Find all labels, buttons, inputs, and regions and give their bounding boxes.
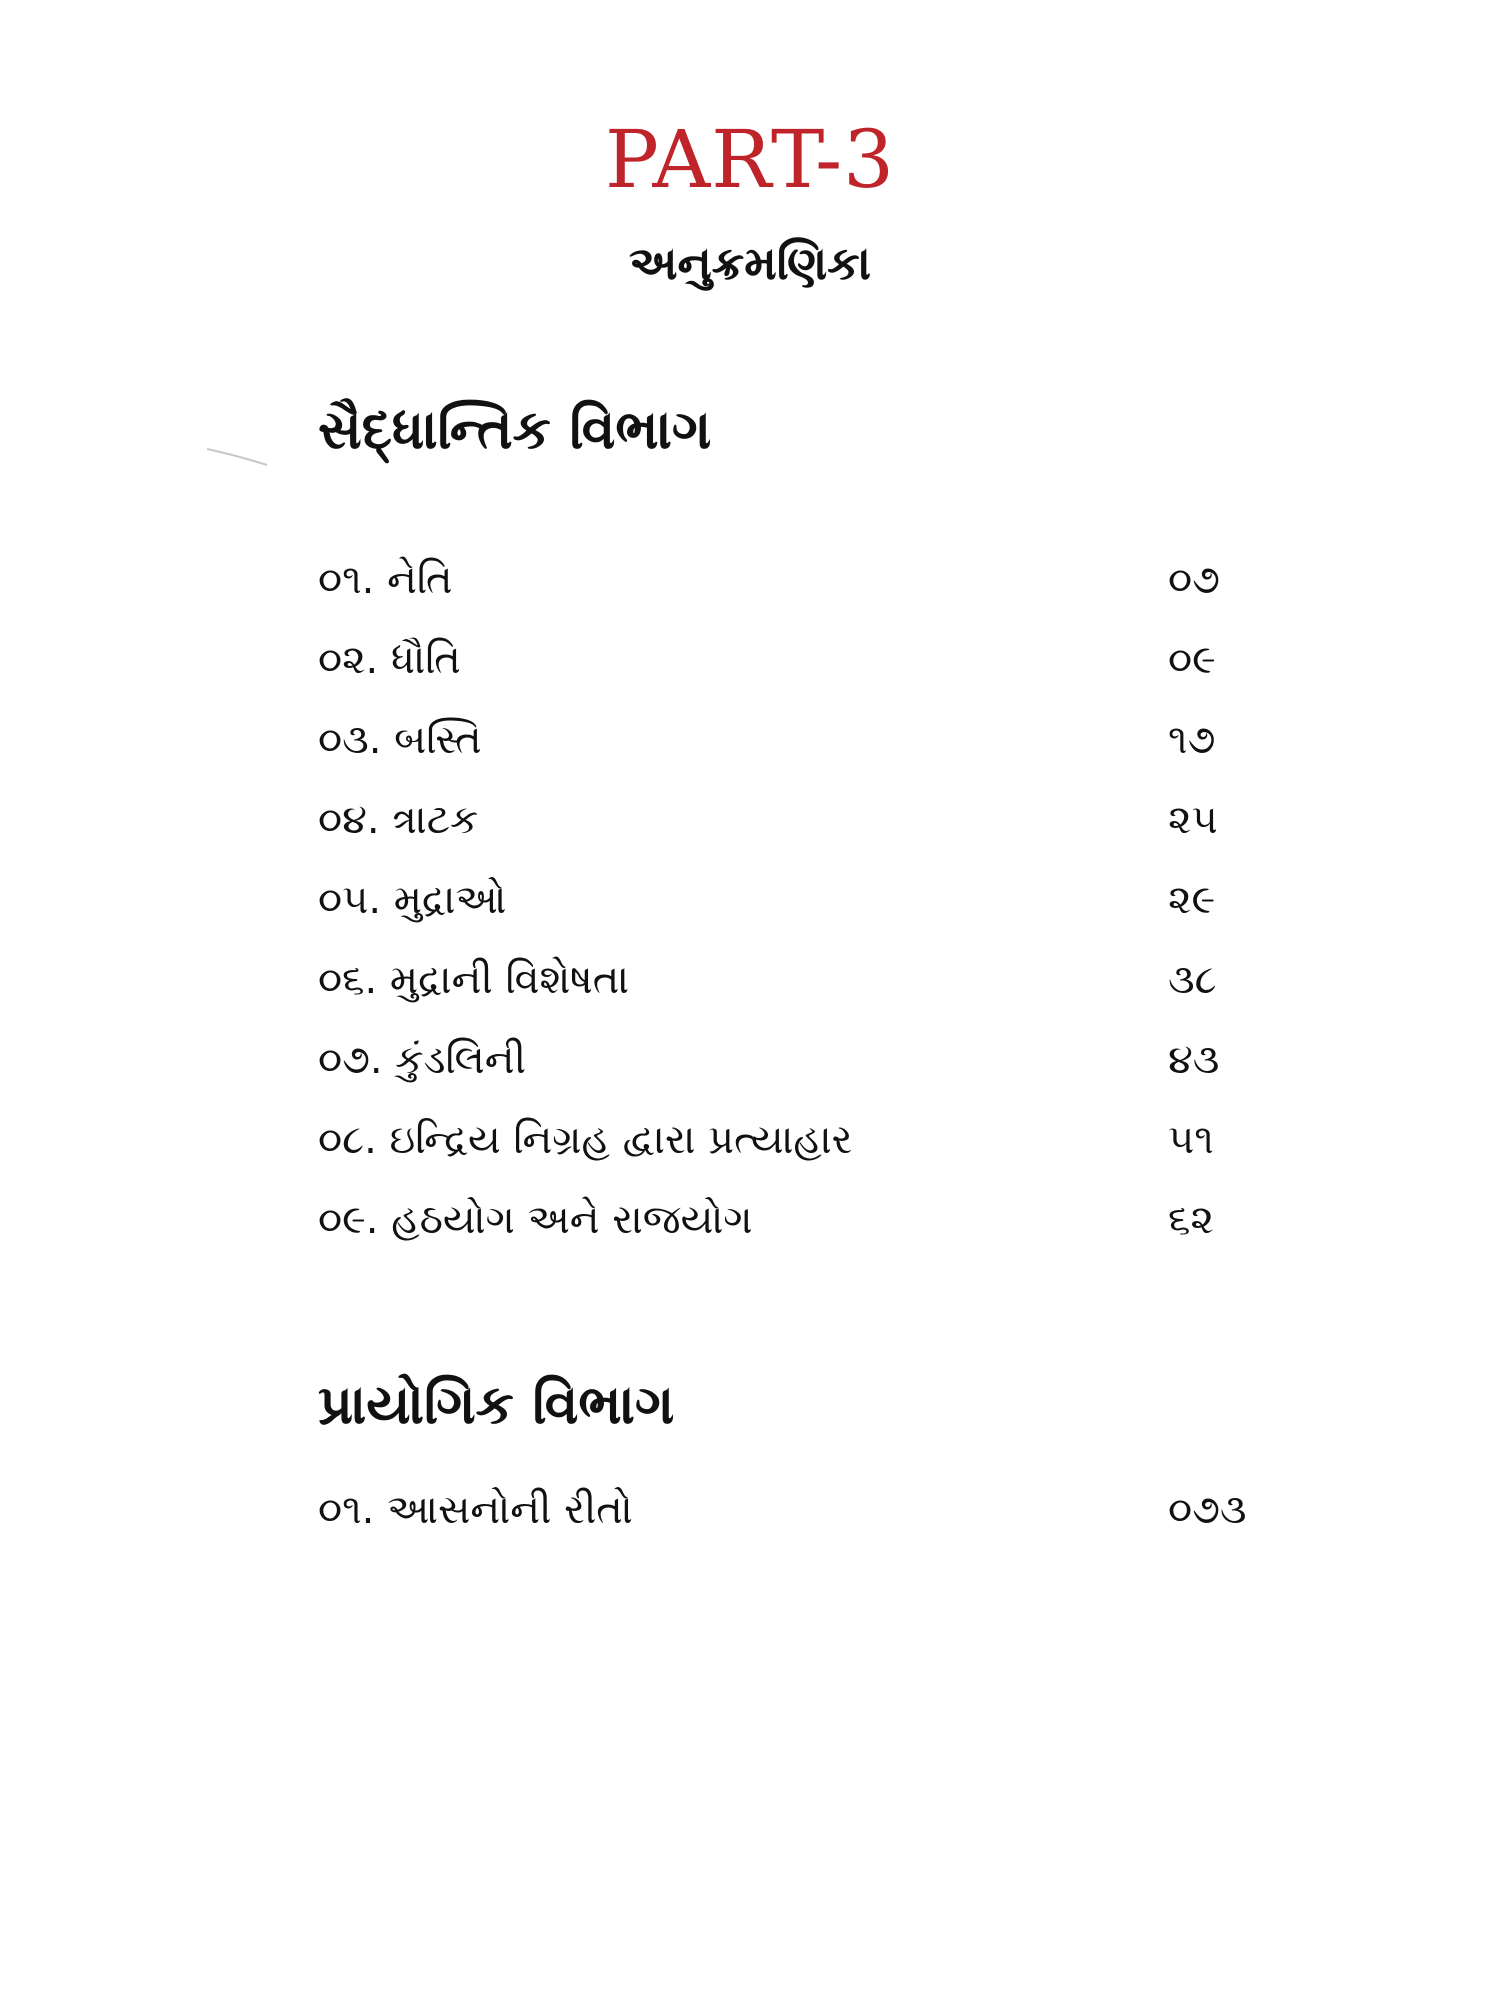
toc-entry-page: ૦૯ xyxy=(1168,637,1216,683)
toc-entry-label: ૦૧. આસનોની રીતો xyxy=(318,1487,633,1533)
toc-entry-label: ૦૫. મુદ્રાઓ xyxy=(318,877,507,923)
toc-entry-label: ૦૬. મુદ્રાની વિશેષતા xyxy=(318,957,630,1003)
toc-entry-page: ૪૩ xyxy=(1168,1037,1220,1083)
toc-entry xyxy=(318,860,1318,940)
toc-entry-page: ૧૭ xyxy=(1168,717,1216,763)
toc-entry-label: ૦૮. ઇન્દ્રિય નિગ્રહ દ્વારા પ્રત્યાહાર xyxy=(318,1117,853,1163)
toc-entry xyxy=(318,700,1318,780)
toc-entry xyxy=(318,620,1318,700)
toc-list-theory xyxy=(318,540,1318,1260)
toc-entry-page: ૦૭૩ xyxy=(1168,1487,1247,1533)
toc-entry-label: ૦૩. બસ્તિ xyxy=(318,717,482,763)
toc-entry xyxy=(318,940,1318,1020)
toc-entry xyxy=(318,1470,1318,1550)
toc-entry-label: ૦૨. ધૌતિ xyxy=(318,637,461,683)
toc-entry xyxy=(318,1020,1318,1100)
toc-entry xyxy=(318,540,1318,620)
toc-entry xyxy=(318,780,1318,860)
toc-entry-page: ૨૯ xyxy=(1168,877,1216,923)
page-title: PART-3 xyxy=(604,113,896,206)
section-heading-practical: પ્રાયોગિક વિભાગ xyxy=(318,1373,675,1436)
toc-entry-page: ૦૭ xyxy=(1168,557,1220,603)
toc-entry-page: ૬૨ xyxy=(1168,1197,1214,1243)
toc-entry xyxy=(318,1100,1318,1180)
toc-entry xyxy=(318,1180,1318,1260)
stray-mark xyxy=(205,445,270,469)
page-subtitle: અનુક્રમણિકા xyxy=(628,236,871,290)
toc-entry-label: ૦૧. નેતિ xyxy=(318,557,453,603)
toc-entry-label: ૦૪. ત્રાટક xyxy=(318,797,479,843)
toc-entry-page: ૩૮ xyxy=(1168,957,1217,1003)
section-heading-theory: સૈદ્ધાન્તિક વિભાગ xyxy=(318,398,712,461)
toc-entry-label: ૦૭. કુંડલિની xyxy=(318,1037,527,1083)
toc-list-practical xyxy=(318,1470,1318,1550)
toc-entry-page: ૨૫ xyxy=(1168,797,1218,843)
toc-entry-page: ૫૧ xyxy=(1168,1117,1214,1163)
toc-entry-label: ૦૯. હઠયોગ અને રાજયોગ xyxy=(318,1197,753,1243)
